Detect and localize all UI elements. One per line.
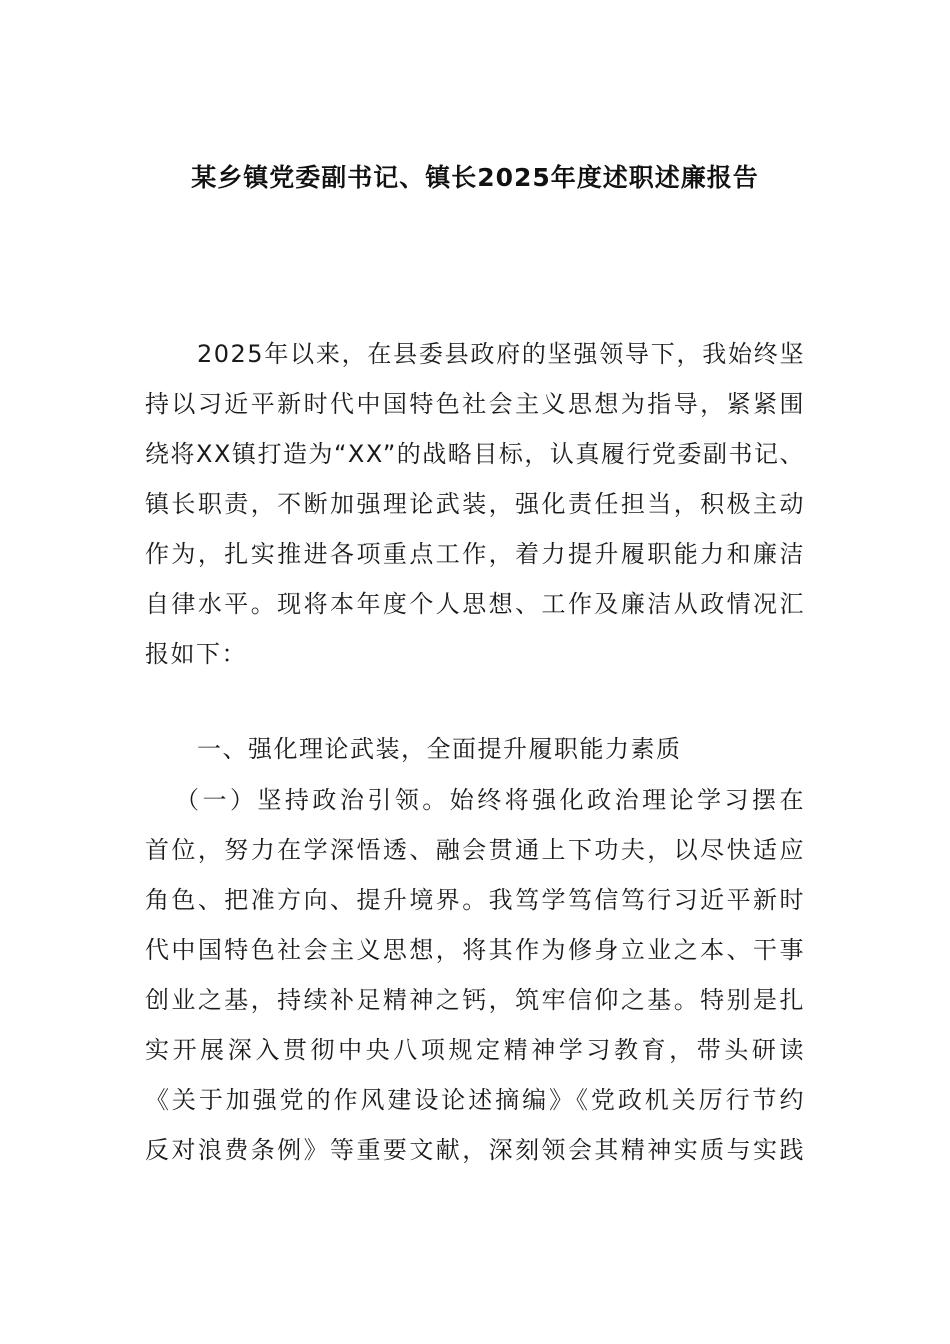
intro-line: 绕将XX镇打造为“XX”的战略目标，认真履行党委副书记、	[145, 440, 805, 468]
intro-line: 自律水平。现将本年度个人思想、工作及廉洁从政情况汇	[145, 590, 805, 618]
intro-line: 报如下：	[145, 640, 247, 668]
document-title: 某乡镇党委副书记、镇长2025年度述职述廉报告	[191, 163, 759, 192]
intro-paragraph	[145, 329, 805, 679]
section-heading	[145, 724, 805, 774]
intro-line: 作为，扎实推进各项重点工作，着力提升履职能力和廉洁	[145, 540, 805, 568]
intro-line: 镇长职责，不断加强理论武装，强化责任担当，积极主动	[145, 490, 805, 518]
intro-line: 持以习近平新时代中国特色社会主义思想为指导，紧紧围	[145, 390, 805, 418]
section-line: 反对浪费条例》等重要文献，深刻领会其精神实质与实践	[145, 1136, 805, 1164]
section-line: 创业之基，持续补足精神之钙，筑牢信仰之基。特别是扎	[145, 986, 805, 1014]
section-line: 《关于加强党的作风建设论述摘编》《党政机关厉行节约	[145, 1086, 805, 1114]
section-line: 代中国特色社会主义思想，将其作为修身立业之本、干事	[145, 936, 805, 964]
section-line: 实开展深入贯彻中央八项规定精神学习教育，带头研读	[145, 1036, 805, 1064]
intro-line: 2025年以来，在县委县政府的坚强领导下，我始终坚	[197, 340, 805, 368]
section-line: 角色、把准方向、提升境界。我笃学笃信笃行习近平新时	[145, 886, 805, 914]
section-line: 首位，努力在学深悟透、融会贯通上下功夫，以尽快适应	[145, 836, 805, 864]
section-line: （一）坚持政治引领。始终将强化政治理论学习摆在	[175, 786, 805, 814]
section-heading-text: 一、强化理论武装，全面提升履职能力素质	[197, 735, 682, 763]
section-paragraph	[145, 775, 805, 1175]
